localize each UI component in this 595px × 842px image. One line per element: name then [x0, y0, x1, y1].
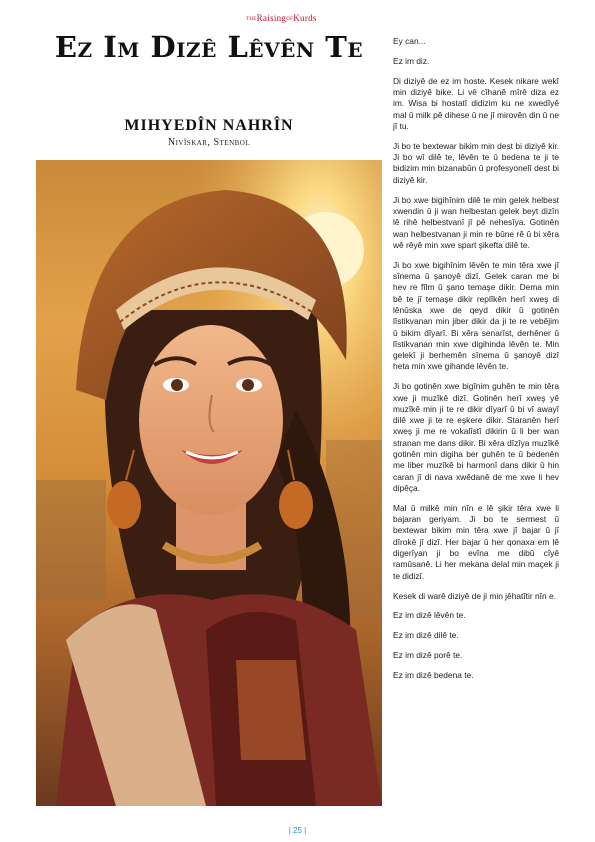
body-paragraph: Ji bo xwe bigihînim dilê te min gelek helbest xwendin û ji wan helbestan gelek beyt dizîn lê rihê helbestvanî jî pê nehesîya. Gotinên wan helbestvanan ji min re bûne rê û bi xêra wê rêyê min xwe spart şikefta dilê te.: [393, 194, 559, 250]
article-title: Ez Im Dizê Lêvên Te: [54, 30, 364, 64]
page-number: | 25 |: [288, 826, 307, 835]
body-paragraph: Di diziyê de ez im hoste. Kesek nikare wekî min diziyê bike. Li vê cîhanê mîrê diza ez im. Wisa bi hostatî didizim ku ne xwedîyê mal û milk pê dihese û ne jî mirovên din û ne jî tu.: [393, 75, 559, 131]
masthead-word-1: Raising: [256, 13, 287, 23]
portrait-illustration: [36, 160, 382, 806]
body-paragraph: Ez im dizê porê te.: [393, 650, 463, 661]
body-paragraph: Ji bo xwe bigihînim lêvên te min têra xwe jî sînema û şanoyê dizî. Gelek caran me bi hev re fîlm û şano temaşe dikir. Dema min bê te jî temaşe dikir replîkên herî xweş di lênûska xwe de qeyd dikir û gotinên lîstikvanan min jiber dikir da ji te re vebêjim û bikim dîyarî. Bi xêra senarîst, derhêner û lîstikvanan min xwe digihinda lêvên te. Min gelekî ji berhemên sînema û şanoyê dizî heta min xwe gihande lêvên te.: [393, 259, 559, 372]
body-paragraph: Mal û milkê min nîn e lê şikir têra xwe li bajaran geriyam. Ji bo te sermest û bextewar bikim min têra xwe jî bajar û jî dîrokê jî dizî. Her bajar û her qonaxa em lê digerîyan ji bo evîna me dibû cîyê ramûsanê. Li her mekana delal min maçek ji te didizî.: [393, 502, 559, 581]
author-role: Nivîskar, Stenbol: [167, 137, 251, 148]
masthead-prefix: THE: [246, 17, 257, 22]
masthead-connector: OF: [286, 17, 294, 22]
body-paragraph: Ez im dizê bedena te.: [393, 670, 474, 681]
magazine-masthead: [246, 13, 317, 23]
body-paragraph: Ez im dizê dilê te.: [393, 630, 459, 641]
body-paragraph: Ez im dizê lêvên te.: [393, 610, 466, 621]
body-paragraph: Kesek di warê diziyê de ji min jêhatîtir nîn e.: [393, 590, 556, 601]
article-body: [393, 36, 559, 690]
author-name: MIHYEDÎN NAHRÎN: [124, 117, 294, 134]
body-paragraph: Ez im diz.: [393, 55, 430, 66]
body-paragraph: Ey can...: [393, 36, 426, 46]
body-paragraph: Ji bo gotinên xwe bigînim guhên te min têra xwe ji muzîkê dizî. Gotinên herî xweş yê muzîkê min ji te re dikir dîyarî û bi vî awayî dilê xwe ji te re eşkere dikir. Staranên herî xweş ji me re vokalîstî dikirin û li ber wan stranan me dans dikir. Bi xêra dîzîya muzîkê gotinên min digiha ber guhên te û bedenên me liber muzîkê bi harmonî dans dikir û hin caran jî di nava xwêdanê de me xwe li hev dipêça.: [393, 381, 559, 493]
masthead-word-2: Kurds: [293, 13, 317, 23]
body-paragraph: Ji bo te bextewar bikim min dest bi diziyê kir. Ji bo wî dilê te, lêvên te û bedena te ji te bidizim min bizanabûn û profesyonelî dest bi diziyê kir.: [393, 140, 559, 185]
